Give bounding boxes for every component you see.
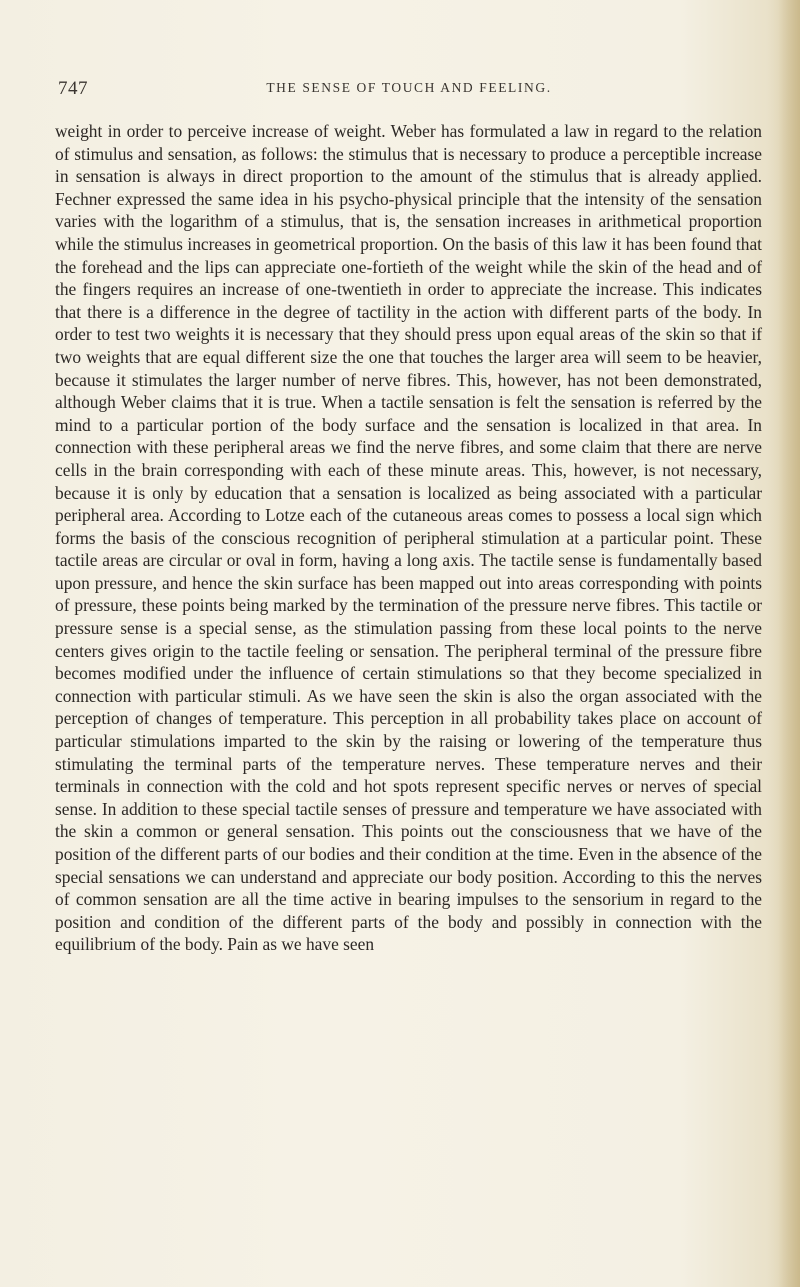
page-number: 747: [58, 78, 88, 99]
page-edge-shadow: [778, 0, 800, 1287]
body-paragraph: weight in order to perceive increase of weight. Weber has formulated a law in regard to the relation of stimulus and sensation, as follows: the stimulus that is necessary to produce a perceptible increase in sensation is always in direct proportion to the amount of the stimulus that is already applied. Fechner expressed the same idea in his psycho-physical principle that the intensity of the sensation varies with the logarithm of a stimulus, that is, the sensation increases in arithmetical proportion while the stimulus increases in geometrical proportion. On the basis of this law it has been found that the forehead and the lips can appreciate one-fortieth of the weight while the skin of the head and of the fingers requires an increase of one-twentieth in order to appreciate the increase. This indicates that there is a difference in the degree of tactility in the action with different parts of the body. In order to test two weights it is necessary that they should press upon equal areas of the skin so that if two weights that are equal different size the one that touches the larger area will seem to be heavier, because it stimulates the larger number of nerve fibres. This, however, has not been demonstrated, although Weber claims that it is true. When a tactile sensation is felt the sensation is referred by the mind to a particular portion of the body surface and the sensation is localized in that area. In connection with these peripheral areas we find the nerve fibres, and some claim that there are nerve cells in the brain corresponding with each of these minute areas. This, however, is not necessary, because it is only by education that a sensation is localized as being associated with a particular peripheral area. According to Lotze each of the cutaneous areas comes to possess a local sign which forms the basis of the conscious recognition of peripheral stimulation at a particular point. These tactile areas are circular or oval in form, having a long axis. The tactile sense is fundamentally based upon pressure, and hence the skin surface has been mapped out into areas corresponding with points of pressure, these points being marked by the termination of the pressure nerve fibres. This tactile or pressure sense is a special sense, as the stimulation passing from these local points to the nerve centers gives origin to the tactile feeling or sensation. The peripheral terminal of the pressure fibre becomes modified under the influence of certain stimulations so that they become specialized in connection with particular stimuli. As we have seen the skin is also the organ associated with the perception of changes of temperature. This perception in all probability takes place on account of particular stimulations imparted to the skin by the raising or lowering of the temperature thus stimulating the terminal parts of the temperature nerves. These temperature nerves and their terminals in connection with the cold and hot spots represent specific nerves or nerves of special sense. In addition to these special tactile senses of pressure and temperature we have associated with the skin a common or general sensation. This points out the consciousness that we have of the position of the different parts of our bodies and their condition at the time. Even in the absence of the special sensations we can understand and appreciate our body position. According to this the nerves of common sensation are all the time active in bearing impulses to the sensorium in regard to the position and condition of the different parts of the body and possibly in connection with the equilibrium of the body. Pain as we have seen: [55, 121, 762, 955]
running-head: THE SENSE OF TOUCH AND FEELING.: [266, 80, 552, 95]
page-header: [58, 78, 760, 108]
